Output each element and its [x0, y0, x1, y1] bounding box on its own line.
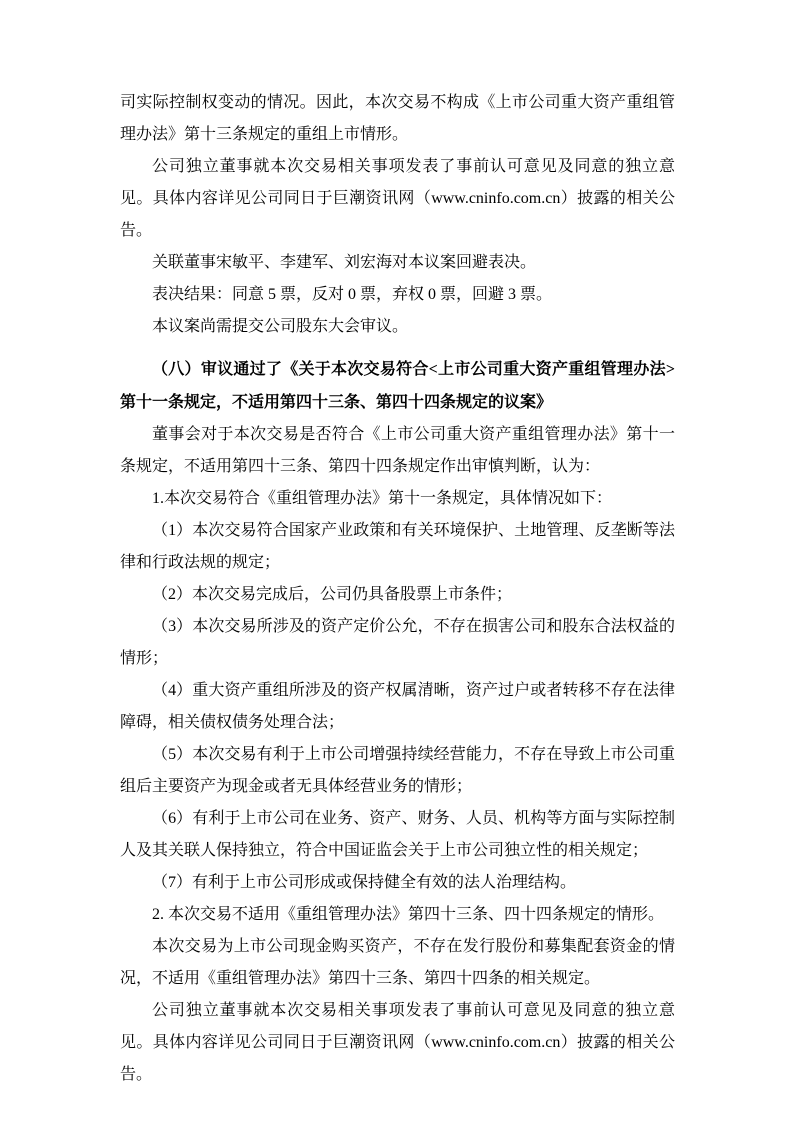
paragraph: 公司独立董事就本次交易相关事项发表了事前认可意见及同意的独立意见。具体内容详见公司同日于巨潮资讯网（www.cninfo.com.cn）披露的相关公告。 — [120, 158, 675, 239]
paragraph: 表决结果：同意 5 票，反对 0 票，弃权 0 票，回避 3 票。 — [152, 286, 553, 303]
paragraph: （7）有利于上市公司形成或保持健全有效的法人治理结构。 — [152, 874, 577, 891]
paragraph: （6）有利于上市公司在业务、资产、财务、人员、机构等方面与实际控制人及其关联人保持独立，符合中国证监会关于上市公司独立性的相关规定； — [120, 810, 675, 859]
paragraph: （4）重大资产重组所涉及的资产权属清晰，资产过户或者转移不存在法律障碍，相关债权债务处理合法； — [120, 682, 675, 731]
paragraph: 董事会对于本次交易是否符合《上市公司重大资产重组管理办法》第十一条规定，不适用第四十三条、第四十四条规定作出审慎判断，认为： — [120, 426, 675, 475]
paragraph: 关联董事宋敏平、李建军、刘宏海对本议案回避表决。 — [152, 254, 537, 271]
paragraph: （2）本次交易完成后，公司仍具备股票上市条件； — [152, 586, 513, 603]
paragraph: 本议案尚需提交公司股东大会审议。 — [152, 318, 409, 335]
section-heading: （八）审议通过了《关于本次交易符合<上市公司重大资产重组管理办法>第十一条规定，不适用第四十三条、第四十四条规定的议案》 — [120, 361, 675, 411]
paragraph: 本次交易为上市公司现金购买资产，不存在发行股份和募集配套资金的情况，不适用《重组管理办法》第四十三条、第四十四条的相关规定。 — [120, 938, 675, 987]
paragraph: 1.本次交易符合《重组管理办法》第十一条规定，具体情况如下： — [152, 490, 613, 507]
paragraph: 2. 本次交易不适用《重组管理办法》第四十三条、四十四条规定的情形。 — [152, 906, 665, 923]
paragraph: （5）本次交易有利于上市公司增强持续经营能力，不存在导致上市公司重组后主要资产为现金或者无具体经营业务的情形； — [120, 746, 675, 795]
paragraph: （3）本次交易所涉及的资产定价公允，不存在损害公司和股东合法权益的情形； — [120, 618, 675, 667]
paragraph: 公司独立董事就本次交易相关事项发表了事前认可意见及同意的独立意见。具体内容详见公司同日于巨潮资讯网（www.cninfo.com.cn）披露的相关公告。 — [120, 1002, 675, 1083]
document-body — [120, 87, 675, 1091]
paragraph: （1）本次交易符合国家产业政策和有关环境保护、土地管理、反垄断等法律和行政法规的规定； — [120, 522, 675, 571]
paragraph: 司实际控制权变动的情况。因此，本次交易不构成《上市公司重大资产重组管理办法》第十三条规定的重组上市情形。 — [120, 94, 675, 143]
